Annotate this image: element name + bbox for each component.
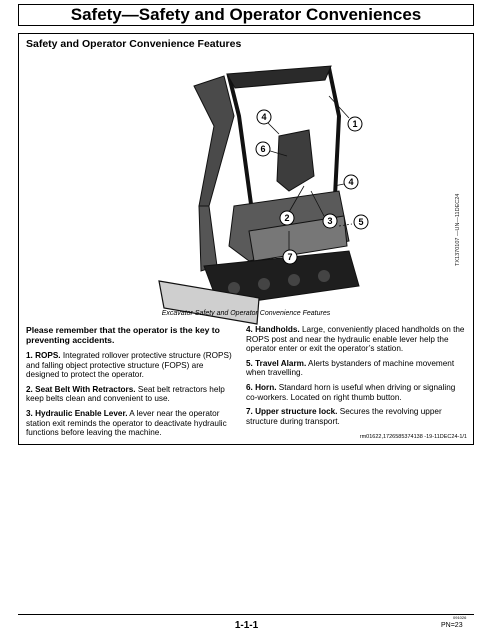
list-item: 6. Horn. Standard horn is useful when driving or signaling co-workers. Located on right thumb button. <box>246 382 456 402</box>
svg-text:3: 3 <box>327 216 333 226</box>
page-title: Safety—Safety and Operator Conveniences <box>70 5 422 24</box>
footer-divider <box>18 614 474 615</box>
callout-3 <box>323 214 337 228</box>
page-title-box <box>18 4 474 26</box>
svg-text:2: 2 <box>284 213 290 223</box>
svg-text:7: 7 <box>287 252 293 262</box>
list-item: 4. Handholds. Large, conveniently placed handholds on the ROPS post and near the hydraulic enable lever help the operator enter or exit the operator’s station. <box>246 325 465 354</box>
callout-7 <box>283 250 297 264</box>
content-box <box>18 33 474 445</box>
callout-6 <box>256 142 270 156</box>
intro-text: Please remember that the operator is the key to preventing accidents. <box>26 325 220 345</box>
section-heading: Safety and Operator Convenience Features <box>26 38 242 50</box>
callout-4a <box>257 110 271 124</box>
callout-4b <box>344 175 358 189</box>
right-column <box>246 325 468 431</box>
list-item: 1. ROPS. Integrated rollover protective structure (ROPS) and falling object protective structure (FOPS) are designed to protect the operator. <box>26 351 232 380</box>
svg-text:1: 1 <box>352 119 358 129</box>
svg-text:5: 5 <box>358 217 364 227</box>
callout-5 <box>354 215 368 229</box>
excavator-illustration <box>139 56 379 334</box>
left-column <box>26 325 238 443</box>
list-item: 7. Upper structure lock. Secures the revolving upper structure during transport. <box>246 407 442 426</box>
pn-label: PN=23 <box>441 622 463 629</box>
callout-2 <box>280 211 294 225</box>
list-item: 3. Hydraulic Enable Lever. A lever near the operator station exit reminds the operator to deactivate hydraulic functions before leaving the machine. <box>26 408 227 438</box>
svg-text:4: 4 <box>261 112 267 122</box>
page-number: 1-1-1 <box>234 620 259 631</box>
figure-caption: Excavator Safety and Operator Convenience Features <box>161 310 331 317</box>
callout-1 <box>348 117 362 131</box>
list-item: 5. Travel Alarm. Alerts bystanders of machine movement when travelling. <box>246 358 455 378</box>
figure-id: TX1370107 —UN—11DEC24 <box>455 193 461 266</box>
svg-text:6: 6 <box>260 144 266 154</box>
svg-text:4: 4 <box>348 177 354 187</box>
reference-code: rm01622,1726585374138 -19-11DEC24-1/1 <box>359 434 467 440</box>
footer-date: 091026 <box>453 615 467 620</box>
list-item: 2. Seat Belt With Retractors. Seat belt retractors help keep belts clean and convenient to use. <box>26 384 225 404</box>
